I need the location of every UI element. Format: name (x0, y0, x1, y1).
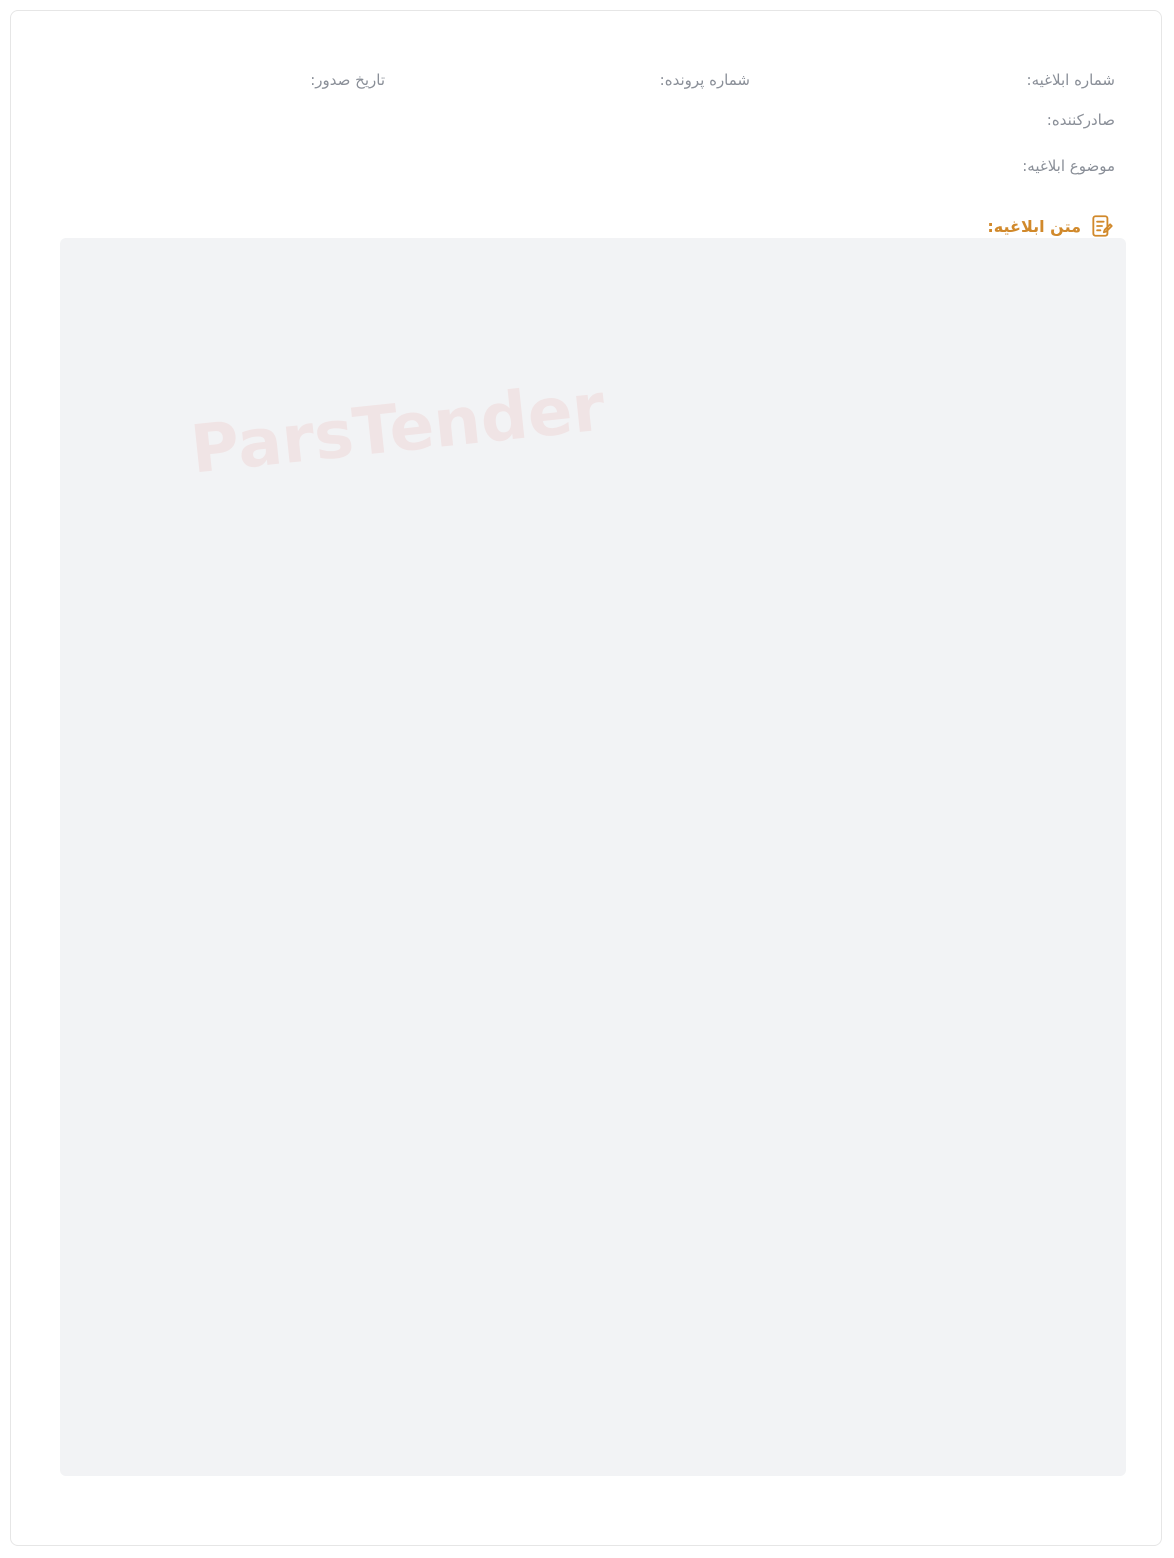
notice-number-label: شماره ابلاغیه: (1026, 71, 1115, 89)
watermark-logo: ParsTender (187, 368, 609, 489)
document-edit-icon (1089, 213, 1115, 239)
meta-row-ids (57, 71, 1115, 95)
issuer-label: صادرکننده: (1046, 111, 1115, 129)
notice-text-heading (987, 213, 1115, 239)
issue-date-label: تاریخ صدور: (310, 71, 385, 89)
subject-label: موضوع ابلاغیه: (1022, 157, 1115, 175)
notice-text-title: متن ابلاغیه: (987, 216, 1081, 236)
notice-body (60, 238, 1126, 1476)
case-number-label: شماره پرونده: (659, 71, 750, 89)
notice-number (1027, 71, 1115, 89)
issuer-row (57, 111, 1115, 129)
case-number (660, 71, 750, 89)
subject-row (57, 157, 1115, 175)
issue-date (310, 71, 385, 89)
